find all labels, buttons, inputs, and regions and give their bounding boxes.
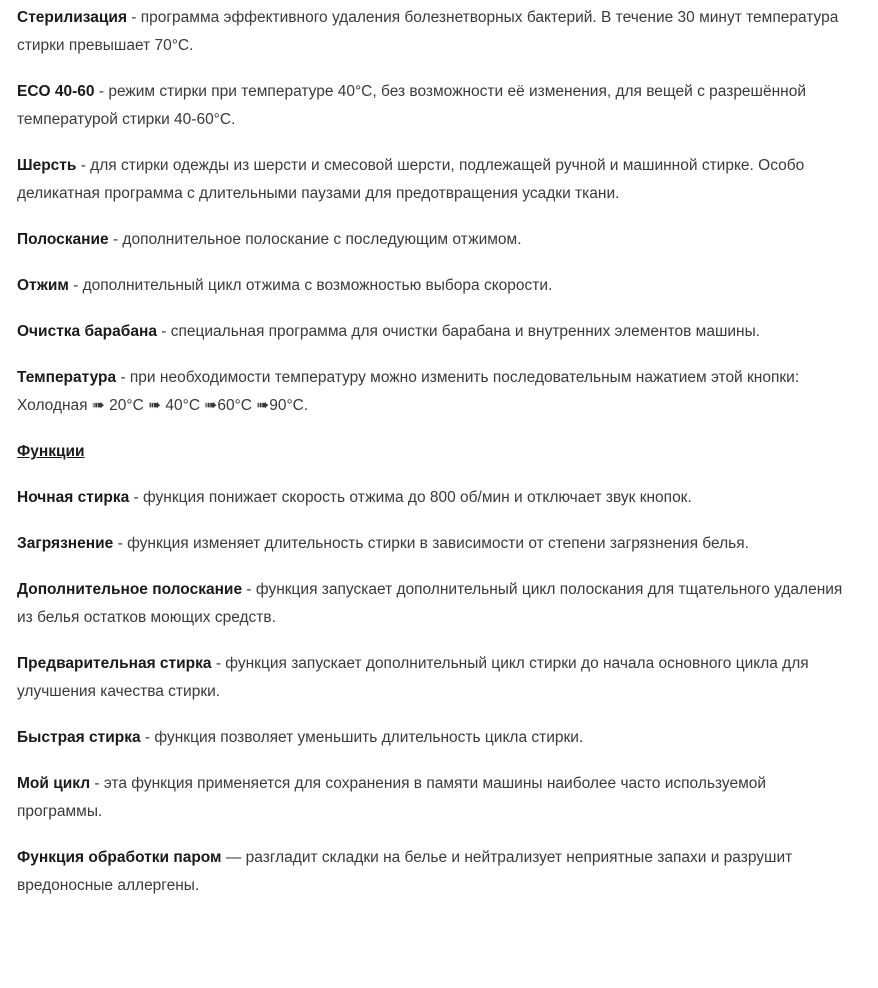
description: - функция изменяет длительность стирки в зависимости от степени загрязнения белья.	[113, 535, 749, 552]
program-item	[17, 4, 847, 60]
function-item	[17, 576, 847, 632]
description: - режим стирки при температуре 40°C, без возможности её изменения, для вещей с разрешённой температурой стирки 40-60°C.	[17, 83, 807, 128]
description: - специальная программа для очистки барабана и внутренних элементов машины.	[156, 323, 761, 340]
term: ECO 40-60	[17, 83, 95, 100]
program-item	[17, 318, 847, 346]
description: — разгладит складки на белье и нейтрализует неприятные запахи и разрушит вредоносные аллергены.	[17, 849, 793, 894]
description: - функция позволяет уменьшить длительность цикла стирки.	[140, 729, 584, 746]
term: Быстрая стирка	[17, 729, 141, 746]
term: Шерсть	[17, 157, 77, 174]
function-item	[17, 770, 847, 826]
description: - программа эффективного удаления болезнетворных бактерий. В течение 30 минут температура стирки превышает 70°C.	[17, 9, 839, 54]
functions-heading: Функции	[17, 443, 85, 460]
programs-list	[17, 4, 847, 420]
term: Очистка барабана	[17, 323, 157, 340]
program-item	[17, 78, 847, 134]
term: Температура	[17, 369, 117, 386]
term: Загрязнение	[17, 535, 114, 552]
function-item	[17, 484, 847, 512]
function-item	[17, 844, 847, 900]
term: Дополнительное полоскание	[17, 581, 243, 598]
description: - дополнительное полоскание с последующим отжимом.	[108, 231, 522, 248]
description: - при необходимости температуру можно изменить последовательным нажатием этой кнопки: Холодная ➠ 20°C ➠ 40°C ➠60°C ➠90°C.	[17, 369, 800, 414]
program-item	[17, 226, 847, 254]
term: Отжим	[17, 277, 69, 294]
description: - для стирки одежды из шерсти и смесовой шерсти, подлежащей ручной и машинной стирке. Особо деликатная программа с длительными паузами для предотвращения усадки ткани.	[17, 157, 805, 202]
description: - эта функция применяется для сохранения в памяти машины наиболее часто используемой программы.	[17, 775, 767, 820]
program-item	[17, 364, 847, 420]
term: Предварительная стирка	[17, 655, 212, 672]
description: - функция понижает скорость отжима до 800 об/мин и отключает звук кнопок.	[129, 489, 692, 506]
program-item	[17, 152, 847, 208]
function-item	[17, 650, 847, 706]
function-item	[17, 724, 847, 752]
term: Ночная стирка	[17, 489, 130, 506]
description: - функция запускает дополнительный цикл полоскания для тщательного удаления из белья остатков моющих средств.	[17, 581, 843, 626]
term: Функция обработки паром	[17, 849, 222, 866]
term: Мой цикл	[17, 775, 91, 792]
functions-list	[17, 484, 847, 900]
function-item	[17, 530, 847, 558]
program-item	[17, 272, 847, 300]
term: Полоскание	[17, 231, 109, 248]
term: Стерилизация	[17, 9, 127, 26]
description: - функция запускает дополнительный цикл стирки до начала основного цикла для улучшения качества стирки.	[17, 655, 809, 700]
description: - дополнительный цикл отжима с возможностью выбора скорости.	[68, 277, 553, 294]
